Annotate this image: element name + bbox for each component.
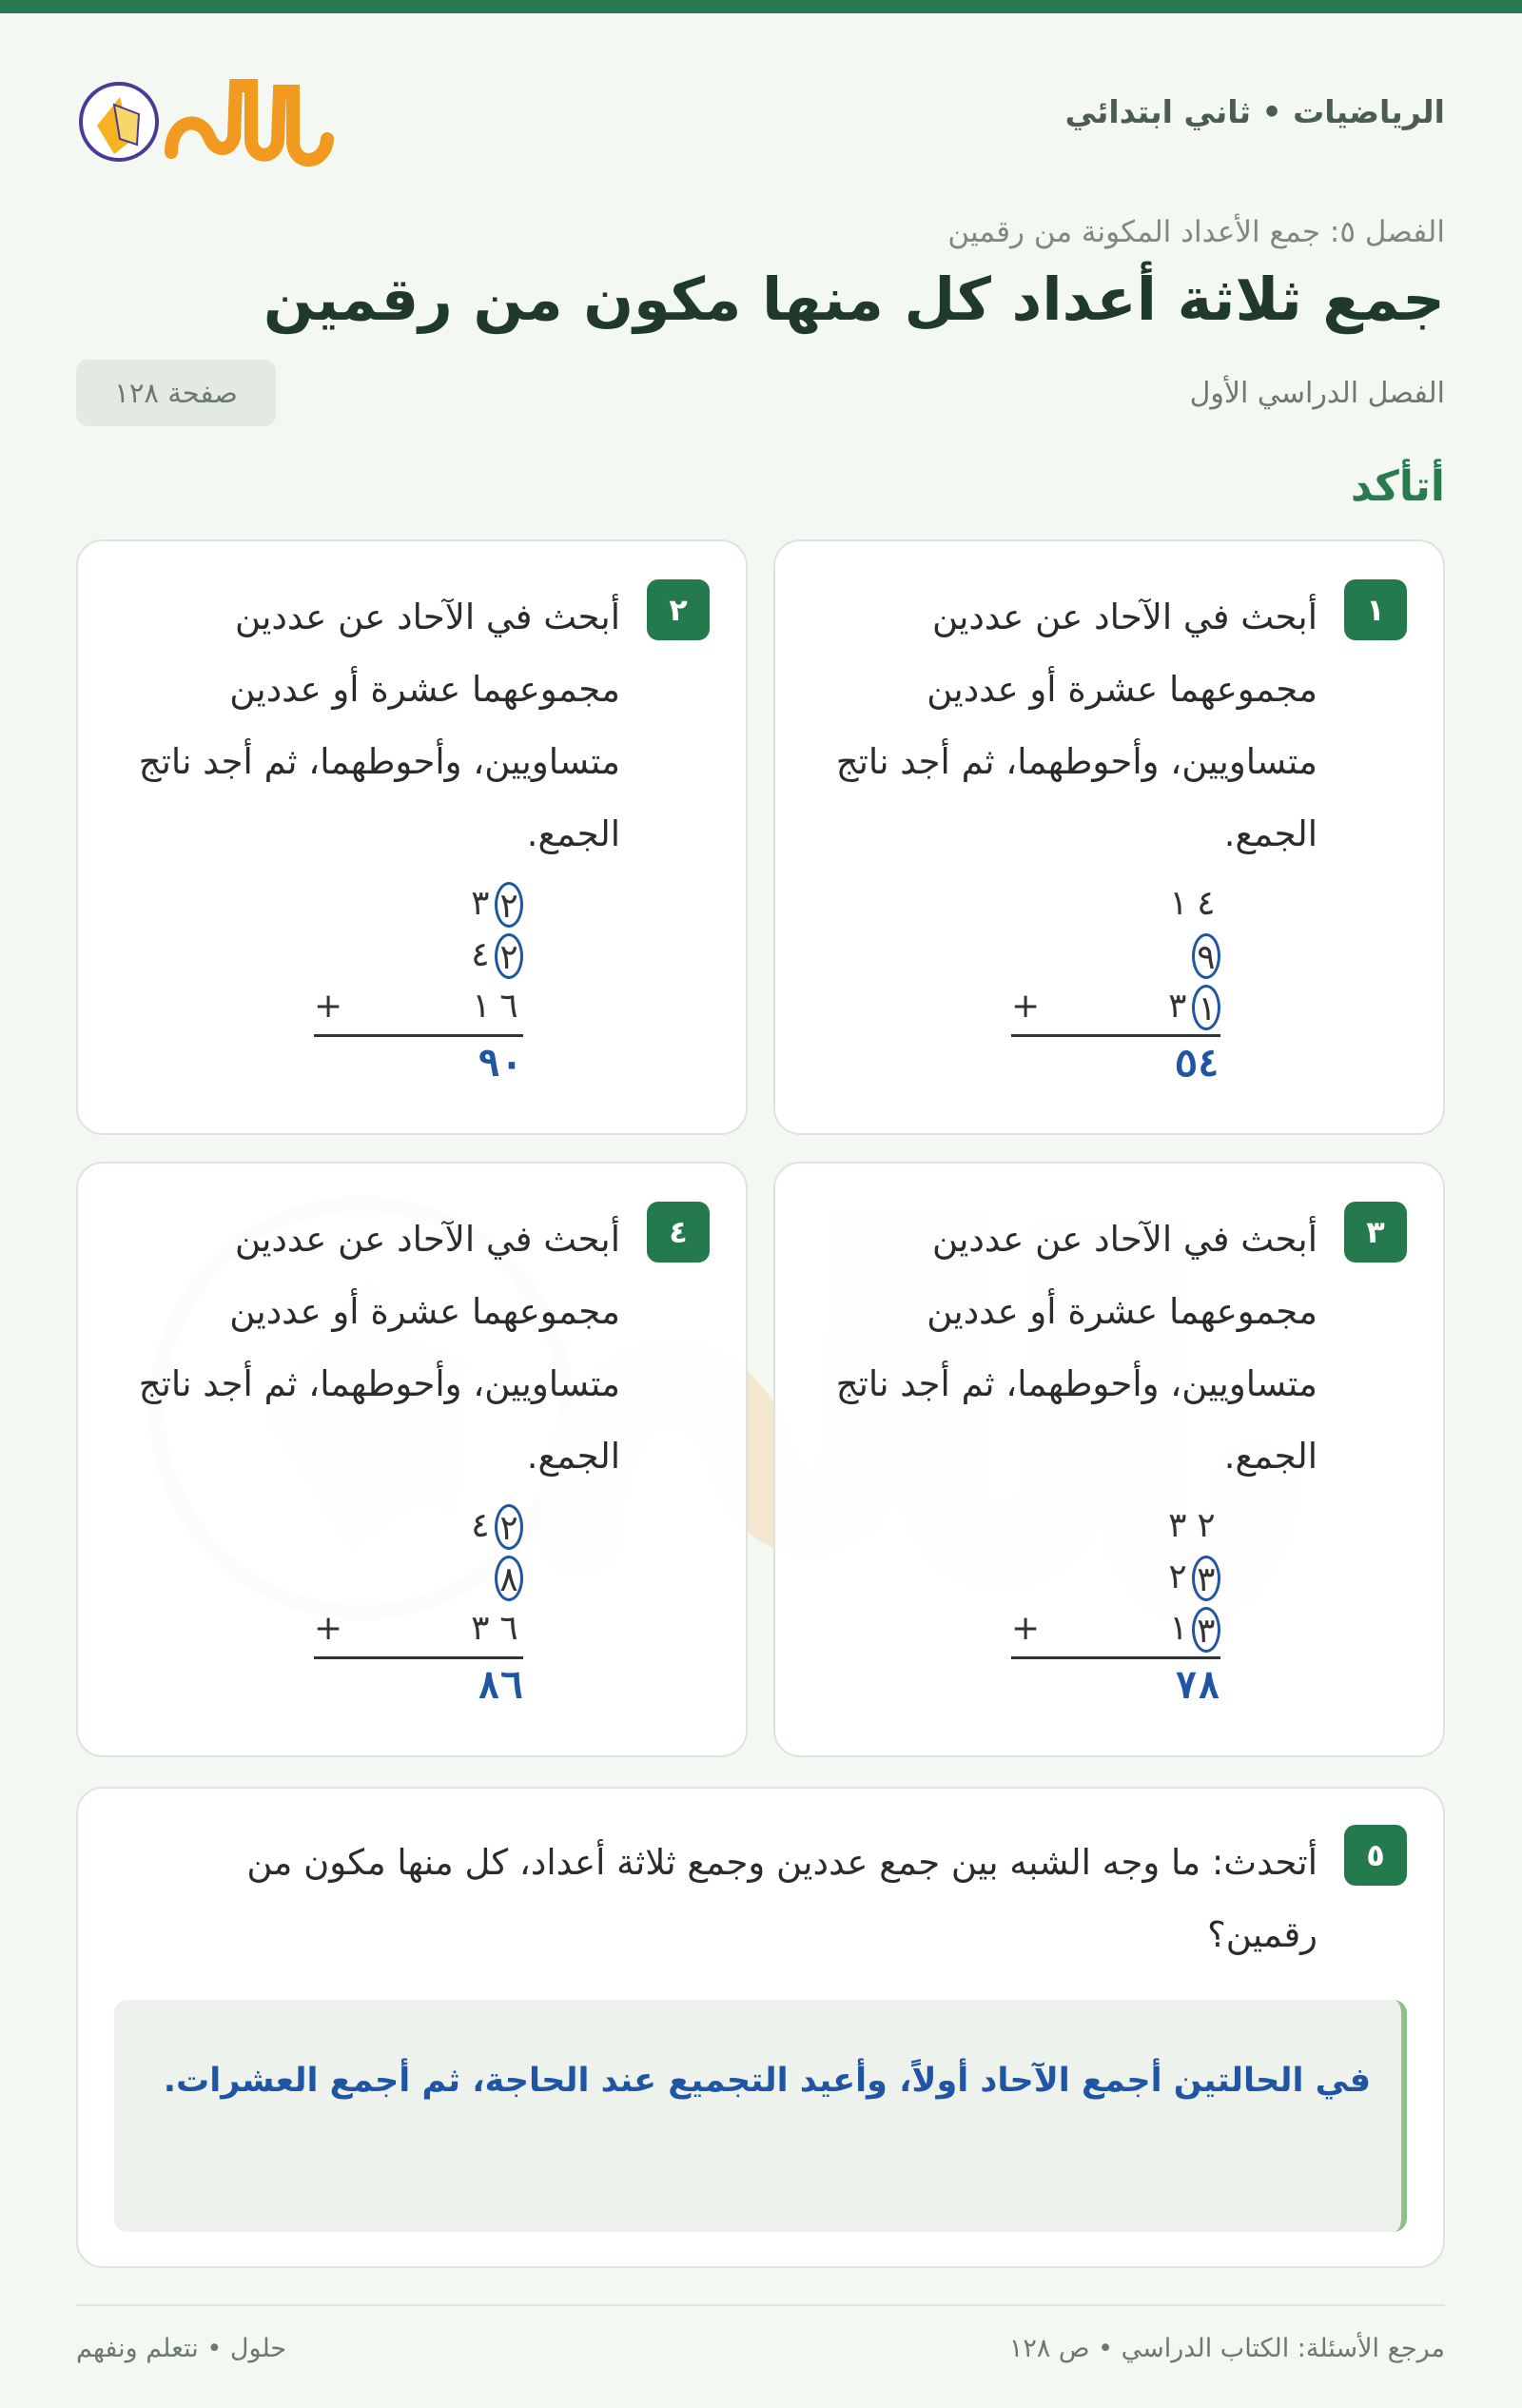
sum-line — [314, 1034, 523, 1037]
circled-digit: ٣ — [1192, 1556, 1220, 1601]
question-text: أبحث في الآحاد عن عددين مجموعهما عشرة أو عددين متساويين، وأحوطهما، ثم أجد ناتج الجمع. — [138, 1219, 620, 1477]
footer-divider — [76, 2304, 1445, 2306]
circled-digit: ١ — [1192, 985, 1220, 1030]
vertical-addition — [1011, 1501, 1220, 1708]
sum-result: ٩٠ — [477, 1042, 523, 1086]
answer-box — [114, 2000, 1407, 2232]
circled-digit: ٩ — [1192, 933, 1220, 979]
plus-sign: + — [1011, 1609, 1041, 1648]
answer-text: في الحالتين أجمع الآحاد أولاً، وأعيد التجميع عند الحاجة، ثم أجمع العشرات. — [163, 2062, 1371, 2100]
circled-digit: ٣ — [1192, 1607, 1220, 1653]
question-number-badge: ٢ — [647, 579, 710, 640]
sum-result: ٧٨ — [1174, 1664, 1220, 1708]
lesson-title: جمع ثلاثة أعداد كل منها مكون من رقمين — [263, 264, 1445, 334]
question-number-badge: ٤ — [647, 1202, 710, 1263]
top-accent-bar — [0, 0, 1522, 13]
footer-reference: مرجع الأسئلة: الكتاب الدراسي • ص ١٢٨ — [1008, 2334, 1445, 2363]
addend-row: ١ ٦ — [470, 987, 519, 1026]
question-card-3 — [773, 1162, 1445, 1757]
circled-digit: ٨ — [495, 1556, 523, 1601]
sum-line — [314, 1656, 523, 1659]
vertical-addition — [314, 879, 523, 1086]
plus-sign: + — [1011, 987, 1041, 1026]
page-number-badge: صفحة ١٢٨ — [76, 360, 276, 426]
addend-row: ٤ ٢ — [466, 930, 523, 980]
question-card-4 — [76, 1162, 748, 1757]
addend-row: ٣ ٢ — [466, 879, 523, 929]
question-card-5 — [76, 1787, 1445, 2268]
question-card-2 — [76, 539, 748, 1135]
circled-digit: ٢ — [495, 1504, 523, 1550]
chapter-label: الفصل ٥: جمع الأعداد المكونة من رقمين — [947, 215, 1445, 249]
sum-result: ٥٤ — [1174, 1042, 1220, 1086]
question-card-1 — [773, 539, 1445, 1135]
sum-line — [1011, 1034, 1220, 1037]
subject-grade-label: الرياضيات • ثاني ابتدائي — [1064, 93, 1445, 130]
question-text: أتحدث: ما وجه الشبه بين جمع عددين وجمع ثلاثة أعداد، كل منها مكون من رقمين؟ — [246, 1842, 1317, 1955]
addend-row: ٣ ١ — [1163, 982, 1220, 1031]
question-number-badge: ١ — [1344, 579, 1407, 640]
addend-row: ١ ٣ — [1163, 1604, 1220, 1654]
addend-row: ٤ ٢ — [466, 1501, 523, 1551]
addend-row: ١ ٤ — [1167, 884, 1217, 923]
addend-row: ٣ ٢ — [1167, 1506, 1217, 1545]
addend-row — [1192, 930, 1220, 980]
question-number-badge: ٣ — [1344, 1202, 1407, 1263]
question-text: أبحث في الآحاد عن عددين مجموعهما عشرة أو عددين متساويين، وأحوطهما، ثم أجد ناتج الجمع. — [138, 597, 620, 854]
circled-digit: ٢ — [495, 933, 523, 979]
section-title: أتأكد — [1350, 462, 1445, 511]
footer-brand: حلول • نتعلم ونفهم — [76, 2334, 287, 2363]
addend-row: ٣ ٦ — [470, 1609, 519, 1648]
vertical-addition — [314, 1501, 523, 1708]
question-number-badge: ٥ — [1344, 1825, 1407, 1886]
question-text: أبحث في الآحاد عن عددين مجموعهما عشرة أو عددين متساويين، وأحوطهما، ثم أجد ناتج الجمع. — [835, 597, 1317, 854]
addend-row: ٢ ٣ — [1163, 1553, 1220, 1602]
semester-label: الفصل الدراسي الأول — [1189, 377, 1445, 410]
sum-result: ٨٦ — [477, 1664, 523, 1708]
sum-line — [1011, 1656, 1220, 1659]
plus-sign: + — [314, 1609, 343, 1648]
vertical-addition — [1011, 879, 1220, 1086]
addend-row — [495, 1553, 523, 1602]
circled-digit: ٢ — [495, 882, 523, 928]
question-text: أبحث في الآحاد عن عددين مجموعهما عشرة أو عددين متساويين، وأحوطهما، ثم أجد ناتج الجمع. — [835, 1219, 1317, 1477]
halool-logo — [76, 63, 342, 177]
plus-sign: + — [314, 987, 343, 1026]
